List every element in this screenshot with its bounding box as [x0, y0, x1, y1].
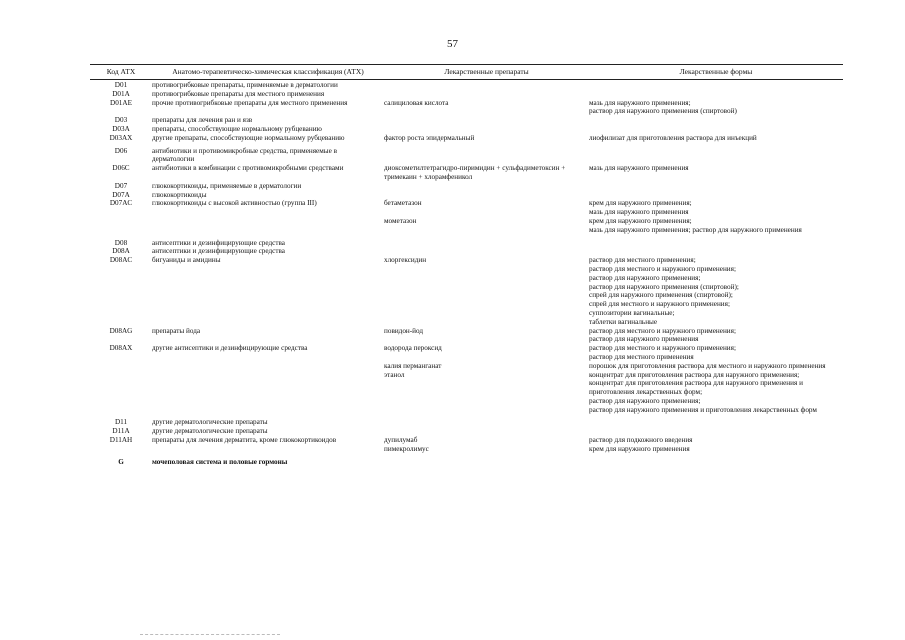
classification-cell: другие дерматологические препараты: [152, 418, 268, 427]
classification-cell: антибиотики и противомикробные средства, применяемые в дерматологии: [152, 146, 337, 164]
code-cell: D01AE: [110, 98, 132, 107]
code-cell: D07AC: [109, 199, 133, 208]
form-cell: раствор для местного применения; раствор для местного и наружного применения; раствор для наружного применения; раствор для наружного применения (спиртовой); спрей для наружного применения (спиртовой); спрей для местного и наружного применения; суппозитории вагинальные; таблетки вагинальные: [589, 256, 739, 326]
table-row: [90, 458, 843, 467]
code-cell: D03: [114, 116, 128, 125]
drug-cell: [384, 90, 589, 99]
classification-cell: другие антисептики и дезинфицирующие средства: [152, 344, 308, 353]
code-cell: D08AG: [109, 326, 133, 335]
code-cell: D01: [114, 81, 128, 89]
code-cell: D03AX: [109, 133, 133, 142]
form-cell: мазь для наружного применения; раствор для наружного применения (спиртовой): [589, 98, 737, 116]
drug-cell: водорода пероксид: [384, 344, 442, 353]
form-cell: [589, 90, 837, 99]
form-cell: крем для наружного применения; мазь для наружного применения: [589, 199, 692, 217]
form-cell: [589, 191, 837, 200]
classification-cell: противогрибковые препараты для местного применения: [152, 89, 325, 98]
page-number: 57: [447, 38, 458, 50]
classification-cell: [152, 371, 384, 415]
code-cell: D08AC: [109, 256, 133, 265]
classification-cell: прочие противогрибковые препараты для местного применения: [152, 98, 348, 107]
form-cell: [589, 81, 837, 90]
table-row: [90, 99, 843, 117]
table-row: [90, 164, 843, 182]
code-cell: D03A: [112, 124, 130, 133]
table-header-rule: [90, 79, 843, 80]
code-cell: D07: [114, 181, 128, 190]
table-row: [90, 217, 843, 235]
header-drugs: Лекарственные препараты: [444, 67, 529, 76]
table-row: [90, 125, 843, 134]
drug-cell: повидон-йод: [384, 326, 424, 335]
code-cell: D01A: [112, 89, 130, 98]
table-row: [90, 327, 843, 345]
form-cell: [589, 418, 837, 427]
form-cell: крем для наружного применения; мазь для наружного применения; раствор для наружного применения: [589, 216, 802, 234]
code-cell: [90, 371, 152, 415]
form-cell: раствор для местного и наружного применения; раствор для местного применения: [589, 344, 736, 361]
table-row: [90, 436, 843, 445]
classification-cell: препараты, способствующие нормальному рубцеванию: [152, 124, 322, 133]
form-cell: [589, 427, 837, 436]
table-row: [90, 362, 843, 371]
form-cell: [589, 147, 837, 165]
table-row: [90, 256, 843, 326]
table-row: [90, 116, 843, 125]
classification-cell: глюкокортикоиды, применяемые в дерматологии: [152, 181, 302, 190]
classification-cell: антисептики и дезинфицирующие средства: [152, 238, 285, 247]
table-row: [90, 134, 843, 143]
table-row: [90, 247, 843, 256]
form-cell: крем для наружного применения: [589, 444, 690, 453]
drug-cell: [384, 427, 589, 436]
table-row: [90, 427, 843, 436]
classification-cell: другие дерматологические препараты: [152, 427, 268, 436]
code-cell: D08: [114, 238, 128, 247]
classification-cell: глюкокортикоиды: [152, 190, 207, 199]
form-cell: [589, 239, 837, 248]
drug-cell: [384, 191, 589, 200]
drug-cell: диоксометилтетрагидро-пиримидин + сульфадиметоксин + тримекаин + хлорамфеникол: [384, 164, 566, 181]
classification-cell: другие препараты, способствующие нормальному рубцеванию: [152, 133, 345, 142]
classification-cell: [152, 217, 384, 235]
form-cell: [589, 247, 837, 256]
form-cell: лиофилизат для приготовления раствора для инъекций: [589, 133, 757, 142]
header-code: Код АТХ: [106, 67, 136, 76]
table-row: [90, 239, 843, 248]
drug-cell: [384, 147, 589, 165]
classification-cell: антисептики и дезинфицирующие средства: [152, 247, 285, 256]
drug-cell: [384, 247, 589, 256]
form-cell: порошок для приготовления раствора для местного и наружного применения: [589, 361, 826, 370]
form-cell: [589, 182, 837, 191]
code-cell: [90, 217, 152, 235]
code-cell: G: [118, 457, 124, 466]
code-cell: D11AH: [109, 436, 133, 445]
bottom-scan-marks: [140, 634, 280, 637]
drug-cell: [384, 81, 589, 90]
form-cell: концентрат для приготовления раствора для наружного применения; концентрат для приготовления раствора для наружного применения и приготовления лекарственных форм; раствор для наружного применения; раствор для наружного применения и приготовления лекарственных форм: [589, 370, 817, 414]
classification-cell: противогрибковые препараты, применяемые в дерматологии: [152, 81, 338, 89]
drug-cell: хлоргексидин: [384, 256, 427, 265]
drug-cell: дупилумаб: [384, 436, 418, 445]
form-cell: [589, 116, 837, 125]
table-row: [90, 90, 843, 99]
classification-cell: препараты для лечения ран и язв: [152, 116, 253, 125]
form-cell: [589, 125, 837, 134]
table-body: [90, 81, 843, 466]
drug-cell: фактор роста эпидермальный: [384, 133, 475, 142]
code-cell: D07A: [112, 190, 130, 199]
drug-cell: этанол: [384, 370, 405, 379]
code-cell: D06C: [112, 164, 130, 173]
drug-cell: [384, 458, 589, 467]
header-forms: Лекарственные формы: [679, 67, 753, 76]
drug-cell: пимекролимус: [384, 444, 429, 453]
table-row: [90, 371, 843, 415]
classification-cell: [152, 362, 384, 371]
drug-cell: [384, 182, 589, 191]
code-cell: D11: [114, 418, 128, 427]
code-cell: D06: [114, 146, 128, 155]
form-cell: мазь для наружного применения: [589, 164, 689, 173]
classification-cell: препараты для лечения дерматита, кроме глюкокортикоидов: [152, 436, 337, 445]
code-cell: D08A: [112, 247, 130, 256]
drug-cell: мометазон: [384, 216, 417, 225]
code-cell: [90, 445, 152, 454]
drug-cell: калия перманганат: [384, 361, 442, 370]
header-classification: Анатомо-терапевтическо-химическая классификация (АТХ): [172, 67, 364, 76]
form-cell: раствор для подкожного введения: [589, 436, 693, 445]
code-cell: D08AX: [109, 344, 133, 353]
table-row: [90, 418, 843, 427]
drug-cell: салициловая кислота: [384, 98, 449, 107]
table-row: [90, 81, 843, 90]
classification-cell: мочеполовая система и половые гормоны: [152, 457, 288, 466]
classification-cell: препараты йода: [152, 326, 201, 335]
code-cell: [90, 362, 152, 371]
table-top-rule: [90, 64, 843, 65]
drug-cell: [384, 239, 589, 248]
table-row: [90, 445, 843, 454]
drug-cell: [384, 125, 589, 134]
code-cell: D11A: [112, 427, 130, 436]
table-row: [90, 191, 843, 200]
table-row: [90, 199, 843, 217]
form-cell: раствор для местного и наружного применения; раствор для наружного применения: [589, 326, 736, 344]
drug-cell: [384, 116, 589, 125]
classification-cell: антибиотики в комбинации с противомикробными средствами: [152, 164, 344, 173]
table-row: [90, 182, 843, 191]
drug-cell: [384, 418, 589, 427]
table-row: [90, 147, 843, 165]
form-cell: [589, 458, 837, 467]
classification-cell: бигуаниды и амидины: [152, 256, 221, 265]
classification-cell: [152, 445, 384, 454]
classification-cell: глюкокортикоиды с высокой активностью (группа III): [152, 199, 317, 208]
table-row: [90, 344, 843, 362]
drug-cell: бетаметазон: [384, 199, 422, 208]
